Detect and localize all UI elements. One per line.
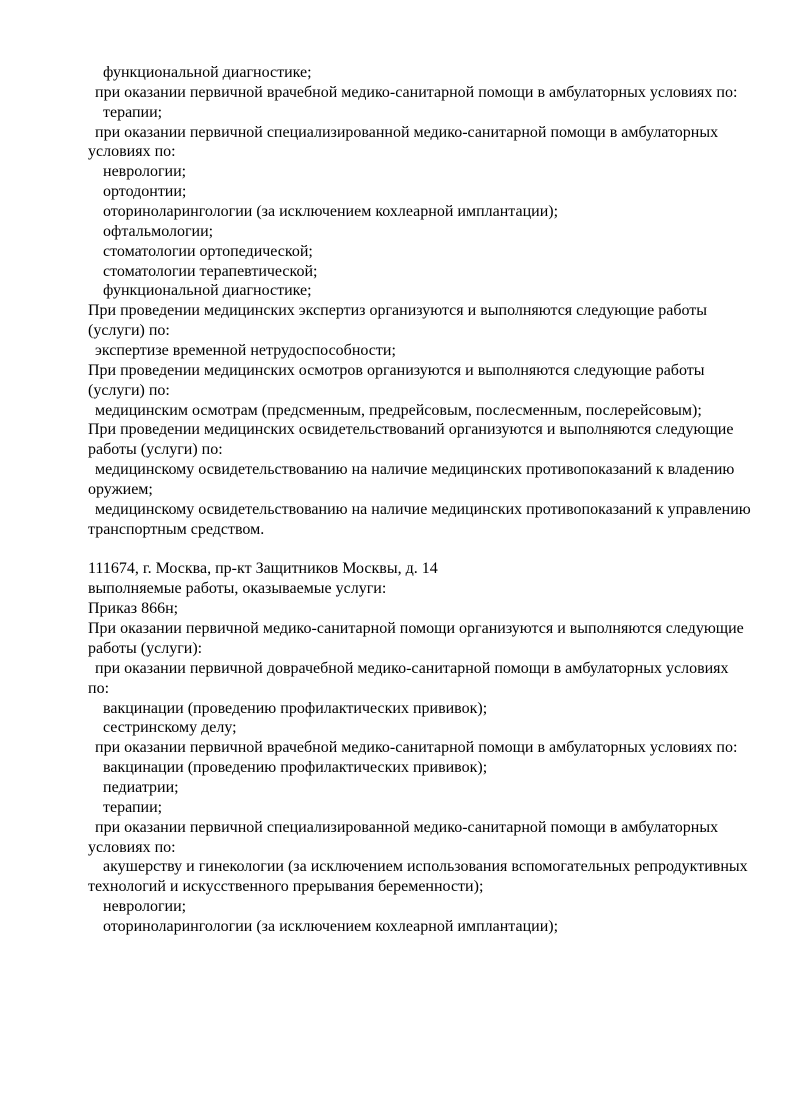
list-item: терапии; (103, 103, 163, 121)
list-item-cont: оружием; (88, 481, 153, 499)
paragraph-cont: (услуги) по: (88, 381, 170, 399)
list-item: сестринскому делу; (103, 719, 237, 737)
section-heading: при оказании первичной доврачебной медико-санитарной помощи в амбулаторных условиях (95, 659, 729, 677)
paragraph: При проведении медицинских освидетельствований организуются и выполняются следующие (88, 421, 734, 439)
list-item: стоматологии ортопедической; (103, 242, 313, 260)
paragraph: Приказ 866н; (88, 600, 179, 618)
paragraph-cont: работы (услуги) по: (88, 441, 223, 459)
list-item: функциональной диагностике; (103, 282, 312, 300)
list-item: акушерству и гинекологии (за исключением использования вспомогательных репродуктивных (103, 858, 748, 876)
list-item: экспертизе временной нетрудоспособности; (95, 342, 396, 360)
list-item: медицинскому освидетельствованию на наличие медицинских противопоказаний к владению (95, 461, 735, 479)
list-item-cont: транспортным средством. (88, 520, 265, 538)
list-item: педиатрии; (103, 778, 179, 796)
list-item: вакцинации (проведению профилактических прививок); (103, 699, 488, 717)
section-heading-cont: по: (88, 679, 110, 697)
paragraph: выполняемые работы, оказываемые услуги: (88, 580, 387, 598)
list-item: функциональной диагностике; (103, 64, 312, 81)
list-item-cont: технологий и искусственного прерывания беременности); (88, 878, 484, 896)
list-item: неврологии; (103, 163, 187, 181)
list-item: офтальмологии; (103, 222, 214, 240)
address: 111674, г. Москва, пр-кт Защитников Москвы, д. 14 (88, 560, 438, 578)
section-heading-cont: условиях по: (88, 838, 176, 856)
list-item: медицинскому освидетельствованию на наличие медицинских противопоказаний к управлению (95, 500, 751, 518)
list-item: вакцинации (проведению профилактических прививок); (103, 759, 488, 777)
list-item: стоматологии терапевтической; (103, 262, 318, 280)
list-item: ортодонтии; (103, 183, 187, 201)
list-item: неврологии; (103, 898, 187, 916)
list-item: медицинским осмотрам (предсменным, предрейсовым, послесменным, послерейсовым); (95, 401, 702, 419)
list-item: терапии; (103, 798, 163, 816)
paragraph-cont: (услуги) по: (88, 322, 170, 340)
section-heading: при оказании первичной врачебной медико-санитарной помощи в амбулаторных условиях по: (95, 739, 738, 757)
section-heading-cont: условиях по: (88, 143, 176, 161)
section-heading: при оказании первичной врачебной медико-санитарной помощи в амбулаторных условиях по: (95, 83, 738, 101)
paragraph: При проведении медицинских осмотров организуются и выполняются следующие работы (88, 361, 705, 379)
paragraph-cont: работы (услуги): (88, 639, 203, 657)
document-page (88, 63, 778, 937)
list-item: оториноларингологии (за исключением кохлеарной имплантации); (103, 203, 559, 221)
paragraph: При оказании первичной медико-санитарной помощи организуются и выполняются следующие (88, 620, 744, 638)
section-heading: при оказании первичной специализированной медико-санитарной помощи в амбулаторных (95, 818, 719, 836)
section-heading: при оказании первичной специализированной медико-санитарной помощи в амбулаторных (95, 123, 719, 141)
list-item: оториноларингологии (за исключением кохлеарной имплантации); (103, 917, 559, 935)
paragraph: При проведении медицинских экспертиз организуются и выполняются следующие работы (88, 302, 707, 320)
blank-line (88, 540, 778, 560)
